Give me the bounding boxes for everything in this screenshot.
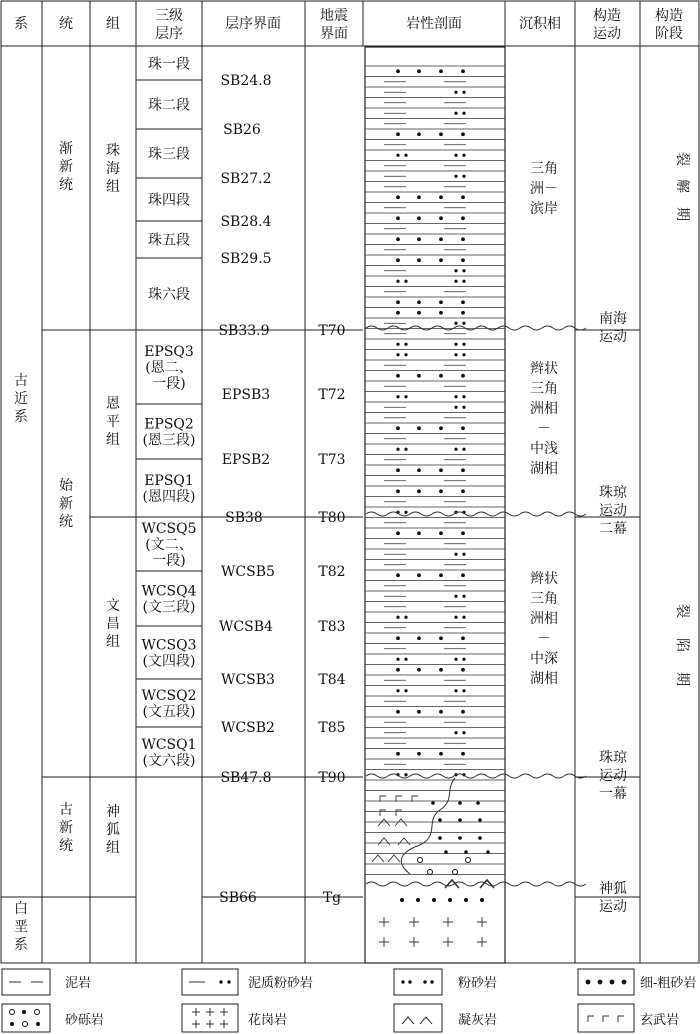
stage-label: 裂 [674, 152, 690, 166]
litho-dot [454, 343, 457, 346]
litho-dot [417, 195, 421, 199]
litho-dot [439, 710, 443, 714]
litho-dot [439, 531, 443, 535]
litho-dot [454, 112, 457, 115]
litho-dot [461, 573, 465, 577]
litho-dot [478, 836, 482, 840]
sequence-label: WCSQ4 [141, 583, 197, 600]
sequence-label: EPSQ3 [144, 344, 194, 360]
sequence-label: 珠二段 [148, 97, 190, 114]
series-label: 渐新统 [59, 141, 73, 193]
sand-dot [622, 980, 627, 985]
header-tectonic-line2: 运动 [593, 26, 621, 42]
header-row [14, 7, 683, 42]
group-label: 神狐组 [106, 804, 120, 856]
tectonic-label: 运动 [599, 768, 627, 784]
litho-dot [439, 132, 443, 136]
boundary-label: SB26 [223, 122, 261, 138]
litho-dot [444, 850, 448, 854]
facies-label: 辫状 [530, 361, 558, 377]
litho-dot [396, 448, 399, 451]
seismic-label: T82 [318, 564, 346, 580]
seismic-label: T72 [318, 387, 346, 403]
sequence-label: (文三段) [142, 599, 196, 616]
litho-dot [404, 511, 407, 514]
sequence-label: (恩三段) [142, 432, 196, 449]
litho-dot [439, 468, 443, 472]
litho-dot [396, 658, 399, 661]
header-seismic-line1: 地震 [320, 8, 348, 24]
boundary-label: SB27.2 [220, 171, 272, 187]
legend-label-siltstone: 粉砂岩 [458, 976, 498, 991]
sequence-label: 珠三段 [148, 146, 190, 163]
litho-dot [454, 175, 457, 178]
tectonic-label: 一幕 [599, 786, 627, 802]
facies-label: 中深 [530, 651, 558, 667]
legend-label-conglomerate: 砂砾岩 [65, 1013, 105, 1028]
litho-dot [417, 311, 421, 315]
litho-dot [439, 752, 443, 756]
litho-dot [417, 468, 421, 472]
litho-dot [461, 195, 465, 199]
litho-dot [396, 343, 399, 346]
litho-dot [432, 898, 436, 902]
sequence-label: WCSQ5 [141, 521, 197, 537]
lithology-frame [365, 47, 505, 963]
litho-dot [396, 636, 400, 640]
litho-dot [439, 374, 443, 378]
stage-label: 期 [674, 672, 690, 686]
litho-dot [461, 426, 465, 430]
silt-dot [408, 980, 411, 983]
litho-dot [462, 395, 465, 398]
sequence-label: (文六段) [142, 753, 196, 769]
sequence-label: 珠一段 [148, 56, 190, 73]
litho-dot [454, 395, 457, 398]
litho-dot [417, 489, 421, 493]
tectonic-label: 神狐 [599, 881, 627, 897]
boundary-column [218, 73, 274, 906]
stage-label: 陷 [674, 638, 690, 652]
litho-dot [461, 752, 465, 756]
facies-label: 滨岸 [530, 201, 558, 217]
header-sequence-line2: 层序 [155, 26, 183, 42]
sequence-label: (文四段) [142, 653, 196, 670]
header-boundary: 层序界面 [225, 16, 281, 32]
litho-dot [396, 426, 400, 430]
header-tectonic-line1: 构造 [593, 8, 621, 24]
sequence-label: (恩四段) [142, 489, 196, 505]
litho-dot [439, 216, 443, 220]
silt-dot [423, 980, 426, 983]
litho-dot [396, 573, 400, 577]
header-series: 统 [59, 16, 73, 32]
sand-dot [586, 980, 591, 985]
sequence-label: EPSQ1 [144, 473, 194, 489]
litho-dot [461, 710, 465, 714]
facies-label: 三角 [530, 591, 558, 607]
boundary-label: SB47.8 [220, 770, 272, 786]
litho-dot [461, 132, 465, 136]
sequence-label: WCSQ2 [141, 688, 197, 704]
litho-dot [461, 237, 465, 241]
sand-dot [22, 1010, 26, 1014]
facies-label: 中浅 [530, 441, 558, 457]
litho-dot [396, 300, 400, 304]
sand-dot [610, 980, 615, 985]
facies-label: 洲相 [530, 611, 558, 627]
litho-dot [462, 731, 465, 734]
litho-dot [462, 154, 465, 157]
litho-dot [396, 752, 400, 756]
sequence-label: WCSQ3 [141, 637, 197, 654]
tectonic-label: 运动 [599, 329, 627, 345]
sequence-label: 珠四段 [148, 192, 190, 209]
litho-dot [396, 216, 400, 220]
litho-dot [462, 322, 465, 325]
litho-dot [480, 898, 484, 902]
stage-label: 解 [674, 179, 690, 193]
litho-dot [454, 353, 457, 356]
litho-dot [396, 531, 400, 535]
litho-dot [396, 489, 400, 493]
tectonic-label: 运动 [599, 503, 627, 519]
boundary-label: EPSB2 [221, 452, 271, 468]
litho-dot [462, 616, 465, 619]
stage-column [674, 152, 690, 686]
silt-dot [401, 980, 404, 983]
header-stage-line1: 构造 [655, 8, 683, 24]
series-column [59, 141, 74, 854]
litho-dot [454, 595, 457, 598]
header-seismic-line2: 界面 [320, 26, 348, 42]
litho-dot [458, 836, 462, 840]
boundary-label: SB29.5 [220, 251, 272, 267]
seismic-label: T80 [318, 510, 346, 526]
sequence-column [141, 56, 196, 770]
seismic-label: T90 [318, 770, 346, 786]
sand-dot [36, 1022, 40, 1026]
litho-dot [417, 426, 421, 430]
litho-dot [454, 322, 457, 325]
sand-dot [10, 1022, 14, 1026]
stage-label: 裂 [674, 604, 690, 618]
tectonic-column [599, 310, 628, 915]
litho-dot [462, 112, 465, 115]
litho-dot [454, 616, 457, 619]
litho-dot [486, 850, 490, 854]
legend-item-siltstone [394, 969, 497, 995]
litho-dot [462, 353, 465, 356]
litho-dot [404, 353, 407, 356]
litho-dot [461, 69, 465, 73]
litho-dot [404, 343, 407, 346]
header-system: 系 [14, 16, 28, 32]
system-label: 白垩系 [14, 901, 28, 953]
litho-dot [438, 836, 442, 840]
litho-dot [396, 154, 399, 157]
litho-dot [396, 710, 400, 714]
series-label: 始新统 [59, 478, 73, 530]
group-column [106, 142, 121, 856]
litho-dot [461, 216, 465, 220]
litho-dot [396, 668, 400, 672]
seismic-label: T83 [318, 619, 346, 635]
litho-dot [396, 69, 400, 73]
litho-dot [439, 489, 443, 493]
seismic-label: T84 [318, 672, 346, 688]
litho-dot [400, 898, 404, 902]
litho-dot [461, 374, 465, 378]
legend-item-mudstone [2, 969, 91, 995]
litho-dot [439, 636, 443, 640]
litho-dot [404, 616, 407, 619]
litho-dot [396, 616, 399, 619]
boundary-label: SB28.4 [220, 214, 272, 230]
litho-dot [417, 258, 421, 262]
legend-label-mudstone: 泥岩 [65, 976, 92, 991]
litho-dot [396, 132, 400, 136]
litho-dot [417, 237, 421, 241]
litho-dot [462, 658, 465, 661]
lithology-section [365, 47, 505, 963]
boundary-label: SB33.9 [218, 323, 270, 339]
litho-dot [461, 468, 465, 472]
litho-dot [454, 689, 457, 692]
boundary-label: WCSB4 [219, 619, 273, 635]
litho-dot [404, 448, 407, 451]
litho-dot [417, 69, 421, 73]
boundary-label: WCSB2 [221, 720, 275, 736]
boundary-label: WCSB5 [221, 564, 275, 580]
litho-dot [417, 216, 421, 220]
litho-dot [454, 154, 457, 157]
litho-dot [476, 801, 480, 805]
litho-dot [461, 300, 465, 304]
litho-dot [462, 343, 465, 346]
litho-dot [462, 406, 465, 409]
litho-dot [396, 353, 399, 356]
litho-dot [396, 258, 400, 262]
sequence-label: 珠五段 [148, 232, 190, 249]
facies-label: 三角 [530, 161, 558, 177]
sequence-label: WCSQ1 [141, 737, 197, 753]
group-label: 珠海组 [106, 143, 120, 195]
litho-dot [454, 448, 457, 451]
litho-dot [454, 91, 457, 94]
legend-swatch-tuff [394, 1004, 442, 1032]
facies-label: 三角 [530, 381, 558, 397]
header-facies: 沉积相 [519, 16, 561, 32]
litho-dot [404, 773, 407, 776]
litho-dot [461, 636, 465, 640]
series-label: 古新统 [59, 802, 73, 854]
boundary-label: EPSB3 [221, 387, 271, 403]
litho-dot [454, 406, 457, 409]
litho-dot [462, 91, 465, 94]
seismic-label: Tg [322, 890, 342, 906]
legend-swatch-siltstone [394, 969, 442, 995]
facies-label: － [537, 631, 551, 647]
litho-dot [454, 269, 457, 272]
tectonic-label: 南海 [599, 311, 627, 327]
litho-dot [396, 237, 400, 241]
litho-dot [417, 300, 421, 304]
legend-swatch-basalt [578, 1004, 634, 1032]
litho-dot [462, 448, 465, 451]
litho-dot [454, 280, 457, 283]
litho-dot [396, 280, 399, 283]
seismic-label: T70 [318, 323, 346, 339]
litho-dot [464, 850, 468, 854]
litho-dot [462, 553, 465, 556]
legend-label-basalt: 玄武岩 [640, 1013, 680, 1028]
litho-dot [439, 426, 443, 430]
litho-dot [448, 898, 452, 902]
litho-dot [417, 752, 421, 756]
sequence-label: 一段) [152, 553, 186, 569]
litho-dot [439, 237, 443, 241]
litho-dot [454, 553, 457, 556]
tectonic-label: 珠琼 [599, 485, 627, 501]
legend-label-muddy-siltstone: 泥质粉砂岩 [248, 976, 314, 991]
litho-dot [462, 269, 465, 272]
litho-dot [439, 69, 443, 73]
legend-label-granite: 花岗岩 [248, 1013, 288, 1028]
legend-label-tuff: 凝灰岩 [458, 1013, 498, 1028]
facies-label: 洲－ [530, 181, 558, 197]
facies-label: 洲相 [530, 401, 558, 417]
litho-dot [396, 689, 399, 692]
stage-label: 期 [674, 207, 690, 221]
litho-dot [439, 311, 443, 315]
litho-dot [439, 258, 443, 262]
litho-dot [462, 595, 465, 598]
header-sequence-line1: 三级 [155, 8, 183, 24]
silt-dot [227, 980, 230, 983]
silt-dot [430, 980, 433, 983]
litho-dot [462, 280, 465, 283]
facies-label: 辫状 [530, 571, 558, 587]
header-group: 组 [106, 16, 120, 32]
litho-dot [431, 801, 435, 805]
legend-label-sandstone: 细-粗砂岩 [640, 976, 697, 991]
sequence-label: 一段) [152, 376, 186, 392]
header-lithology: 岩性剖面 [406, 16, 462, 32]
seismic-label: T85 [318, 720, 346, 736]
legend-item-muddy-siltstone [182, 969, 313, 995]
litho-dot [462, 689, 465, 692]
system-label: 古近系 [14, 373, 28, 425]
legend-item-granite [182, 1004, 287, 1032]
seismic-column [318, 323, 345, 906]
litho-dot [404, 395, 407, 398]
litho-dot [439, 668, 443, 672]
boundary-label: WCSB3 [221, 672, 275, 688]
litho-dot [396, 195, 400, 199]
litho-dot [417, 636, 421, 640]
boundary-label: SB24.8 [220, 73, 272, 89]
litho-dot [461, 668, 465, 672]
legend-item-conglomerate [2, 1004, 104, 1032]
litho-dot [396, 374, 400, 378]
sand-dot [598, 980, 603, 985]
group-label: 恩平组 [106, 396, 120, 448]
tectonic-label: 珠琼 [599, 750, 627, 766]
boundary-label: SB38 [225, 510, 263, 526]
litho-dot [404, 689, 407, 692]
legend-item-sandstone [578, 969, 696, 995]
litho-dot [464, 898, 468, 902]
facies-column [530, 161, 558, 687]
litho-dot [417, 132, 421, 136]
sequence-label: (文二、 [145, 537, 193, 553]
legend [2, 969, 696, 1032]
litho-dot [417, 573, 421, 577]
litho-dot [396, 468, 400, 472]
litho-dot [458, 801, 462, 805]
legend-swatch-conglomerate [2, 1004, 50, 1032]
silt-dot [219, 980, 222, 983]
system-column [14, 372, 28, 953]
litho-dot [417, 531, 421, 535]
litho-dot [416, 898, 420, 902]
group-label: 文昌组 [106, 598, 120, 650]
header-stage-line2: 阶段 [655, 26, 683, 42]
litho-dot [461, 258, 465, 262]
seismic-label: T73 [318, 452, 346, 468]
litho-dot [404, 658, 407, 661]
tectonic-label: 运动 [599, 899, 627, 915]
litho-dot [417, 374, 421, 378]
sequence-label: (文五段) [142, 704, 196, 720]
legend-item-basalt [578, 1004, 679, 1032]
litho-dot [438, 818, 442, 822]
litho-dot [461, 311, 465, 315]
litho-dot [404, 280, 407, 283]
litho-dot [417, 668, 421, 672]
sequence-label: 珠六段 [148, 287, 190, 303]
litho-dot [439, 573, 443, 577]
sequence-label: EPSQ2 [144, 416, 194, 433]
litho-dot [461, 531, 465, 535]
facies-label: － [537, 421, 551, 437]
litho-dot [417, 710, 421, 714]
litho-dot [454, 658, 457, 661]
litho-dot [439, 300, 443, 304]
tectonic-label: 二幕 [599, 521, 627, 537]
litho-dot [462, 175, 465, 178]
litho-dot [396, 311, 400, 315]
litho-dot [404, 154, 407, 157]
boundary-label: SB66 [219, 890, 257, 906]
sequence-label: (恩二、 [145, 360, 193, 376]
legend-item-tuff [394, 1004, 497, 1032]
facies-label: 湖相 [530, 461, 558, 477]
litho-dot [454, 731, 457, 734]
litho-dot [478, 818, 482, 822]
litho-dot [439, 195, 443, 199]
facies-label: 湖相 [530, 671, 558, 687]
litho-dot [458, 818, 462, 822]
litho-dot [461, 489, 465, 493]
litho-dot [396, 395, 399, 398]
